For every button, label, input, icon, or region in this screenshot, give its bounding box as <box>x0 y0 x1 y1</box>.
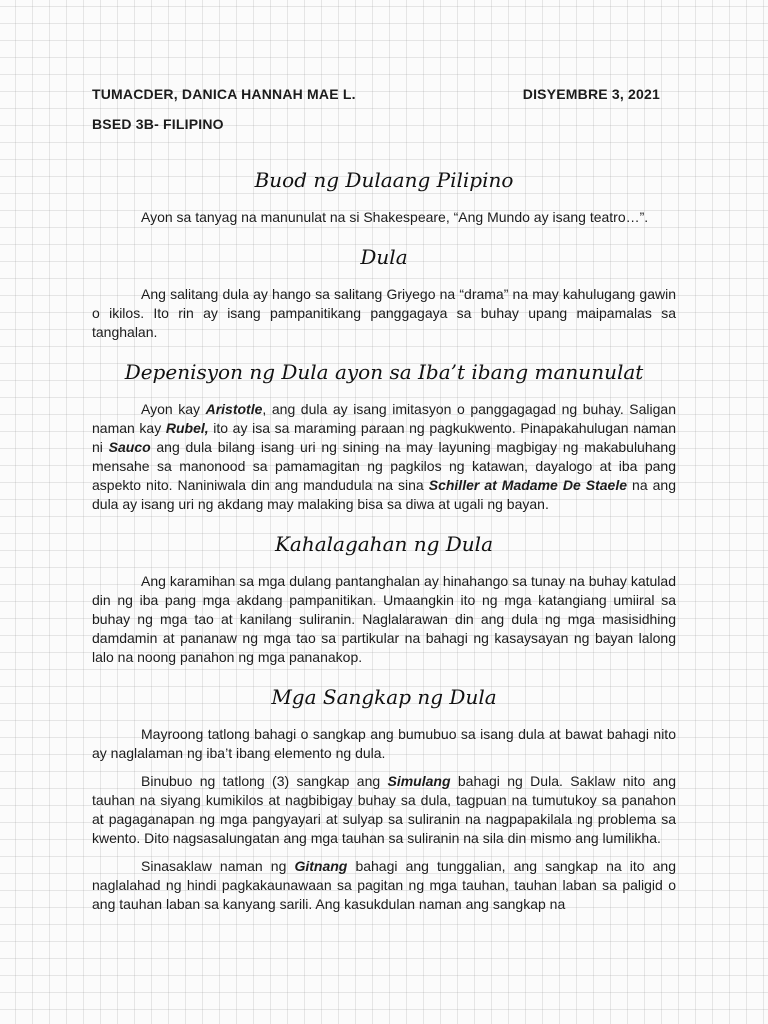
text-segment: , ang dula ay isang imitasyon o panggagagad ng buhay. Saligan naman kay <box>92 401 676 436</box>
document-page <box>92 86 676 914</box>
sangkap-paragraph-3 <box>92 857 676 914</box>
term-gitnang: Gitnang <box>294 858 348 874</box>
document-title: Buod ng Dulaang Pilipino <box>254 168 514 192</box>
document-date: DISYEMBRE 3, 2021 <box>522 86 660 102</box>
section-heading-kahalagahan: Kahalagahan ng Dula <box>274 532 494 556</box>
intro-paragraph: Ayon sa tanyag na manunulat na si Shakespeare, “Ang Mundo ay isang teatro…”. <box>141 209 649 225</box>
term-simulang: Simulang <box>387 773 451 789</box>
kahalagahan-paragraph: Ang karamihan sa mga dulang pantanghalan ay hinahango sa tunay na buhay katulad din ng iba pang mga akdang pampanitikan. Umaangkin ito ng mga katangiang umiiral sa buhay ng mga tao at kanilang suliranin. Naglalarawan din ang dula ng mga masisidhing damdamin at pananaw ng mga tao sa partikular na bahagi ng kasaysayan ng bayan lalong lalo na noong panahon ng mga pananakop. <box>92 573 676 665</box>
text-segment: Sinasaklaw naman ng <box>141 858 295 874</box>
course-section: BSED 3B- FILIPINO <box>92 116 224 132</box>
name-schiller-staele: Schiller at Madame De Staele <box>428 477 628 493</box>
sangkap-paragraph-1: Mayroong tatlong bahagi o sangkap ang bumubuo sa isang dula at bawat bahagi nito ay naglalaman ng iba’t ibang elemento ng dula. <box>92 726 676 761</box>
text-segment: na ang dula ay isang uri ng akdang may malaking bisa sa diwa at ugali ng bayan. <box>92 477 676 512</box>
text-segment: ang dula bilang isang uri ng sining na may layuning magbigay ng makabuluhang mensahe sa manonood sa pamamagitan ng pagkilos ng katawan, dayalogo at iba pang aspekto nito. Naniniwala din ang mandudula na sina <box>92 439 676 493</box>
section-heading-sangkap: Mga Sangkap ng Dula <box>271 685 497 709</box>
name-rubel: Rubel, <box>165 420 209 436</box>
name-sauco: Sauco <box>108 439 151 455</box>
dula-paragraph: Ang salitang dula ay hango sa salitang Griyego na “drama” na may kahulugang gawin o ikilos. Ito rin ay isang pampanitikang panggagaya sa buhay upang maipamalas sa tanghalan. <box>92 286 676 340</box>
text-segment: Ayon kay <box>141 401 206 417</box>
section-heading-depinisyon: Depenisyon ng Dula ayon sa Iba’t ibang manunulat <box>124 360 644 384</box>
text-segment: bahagi ang tunggalian, ang sangkap na ito ang naglalahad ng hindi pagkakaunawaan sa pagitan ng mga tauhan, tauhan laban sa paligid o ang tauhan laban sa kanyang sarili. Ang kasukdulan naman ang sangkap na <box>92 858 676 912</box>
text-segment: ito ay isa sa maraming paraan ng pagkukwento. Pinapakahulugan naman ni <box>92 420 676 455</box>
author-name: TUMACDER, DANICA HANNAH MAE L. <box>92 86 356 102</box>
depinisyon-paragraph <box>92 400 676 514</box>
sangkap-paragraph-2 <box>92 772 676 848</box>
section-heading-dula: Dula <box>360 245 408 269</box>
document-header <box>92 86 676 106</box>
name-aristotle: Aristotle <box>205 401 263 417</box>
text-segment: Binubuo ng tatlong (3) sangkap ang <box>141 773 388 789</box>
text-segment: bahagi ng Dula. Saklaw nito ang tauhan na siyang kumikilos at nagbibigay buhay sa dula, tagpuan na tumutukoy sa panahon at pagaganapan ng mga pangyayari at sulyap sa suliranin na nagpapakilala ng problema sa kwento. Dito nagsasalungatan ang mga tauhan sa suliranin na sila din mismo ang lumilikha. <box>92 773 676 846</box>
